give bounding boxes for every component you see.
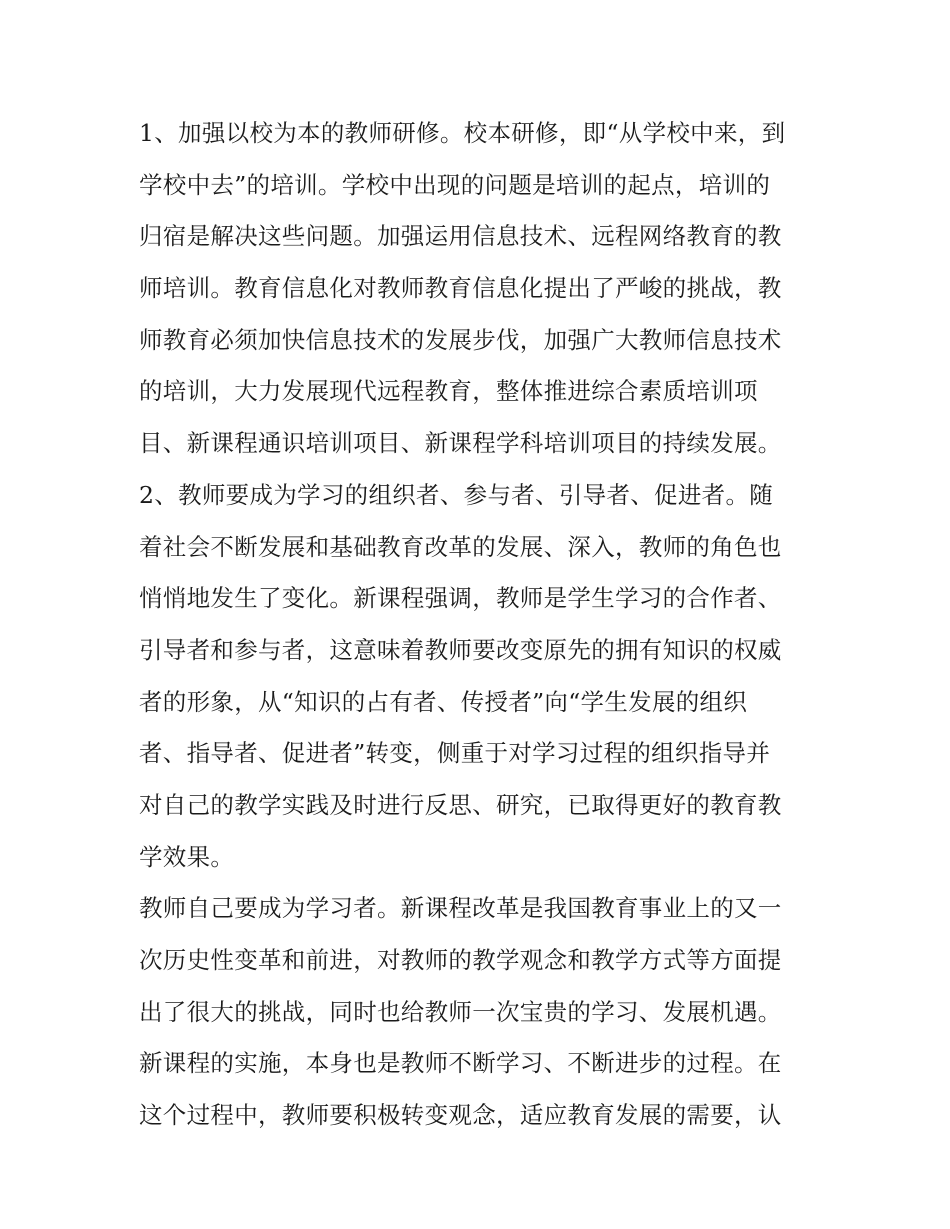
text-line: 教师自己要成为学习者。新课程改革是我国教育事业上的又一 [139, 894, 782, 923]
text-line: 师教育必须加快信息技术的发展步伐，加强广大教师信息技术 [139, 325, 782, 354]
paragraph-teacher-as-learner [139, 883, 819, 1141]
text-line: 次历史性变革和前进，对教师的教学观念和教学方式等方面提 [139, 946, 782, 974]
text-line: 2、教师要成为学习的组织者、参与者、引导者、促进者。随 [139, 480, 774, 509]
text-line: 者、指导者、促进者”转变，侧重于对学习过程的组织指导并 [139, 739, 771, 768]
text-line: 1、加强以校为本的教师研修。校本研修，即“从学校中来，到 [139, 119, 786, 147]
text-line: 这个过程中，教师要积极转变观念，适应教育发展的需要，认 [139, 1101, 782, 1130]
text-line: 引导者和参与者，这意味着教师要改变原先的拥有知识的权威 [139, 635, 782, 664]
text-line: 目、新课程通识培训项目、新课程学科培训项目的持续发展。 [139, 429, 782, 458]
text-line: 新课程的实施，本身也是教师不断学习、不断进步的过程。在 [139, 1049, 782, 1078]
text-line: 着社会不断发展和基础教育改革的发展、深入，教师的角色也 [139, 532, 782, 561]
text-line: 的培训，大力发展现代远程教育，整体推进综合素质培训项 [139, 377, 758, 406]
paragraph-teacher-roles [139, 470, 819, 884]
text-line: 学校中去”的培训。学校中出现的问题是培训的起点，培训的 [139, 170, 771, 199]
text-line: 者的形象，从“知识的占有者、传授者”向“学生发展的组织 [139, 687, 748, 716]
text-line: 出了很大的挑战，同时也给教师一次宝贵的学习、发展机遇。 [139, 997, 782, 1026]
document-body [139, 108, 819, 1142]
text-line: 师培训。教育信息化对教师教育信息化提出了严峻的挑战，教 [139, 274, 782, 303]
text-line: 对自己的教学实践及时进行反思、研究，已取得更好的教育教 [139, 790, 782, 819]
text-line: 归宿是解决这些问题。加强运用信息技术、远程网络教育的教 [139, 222, 782, 251]
paragraph-teacher-training [139, 108, 819, 470]
text-line: 学效果。 [139, 842, 235, 871]
text-line: 悄悄地发生了变化。新课程强调，教师是学生学习的合作者、 [139, 584, 782, 613]
